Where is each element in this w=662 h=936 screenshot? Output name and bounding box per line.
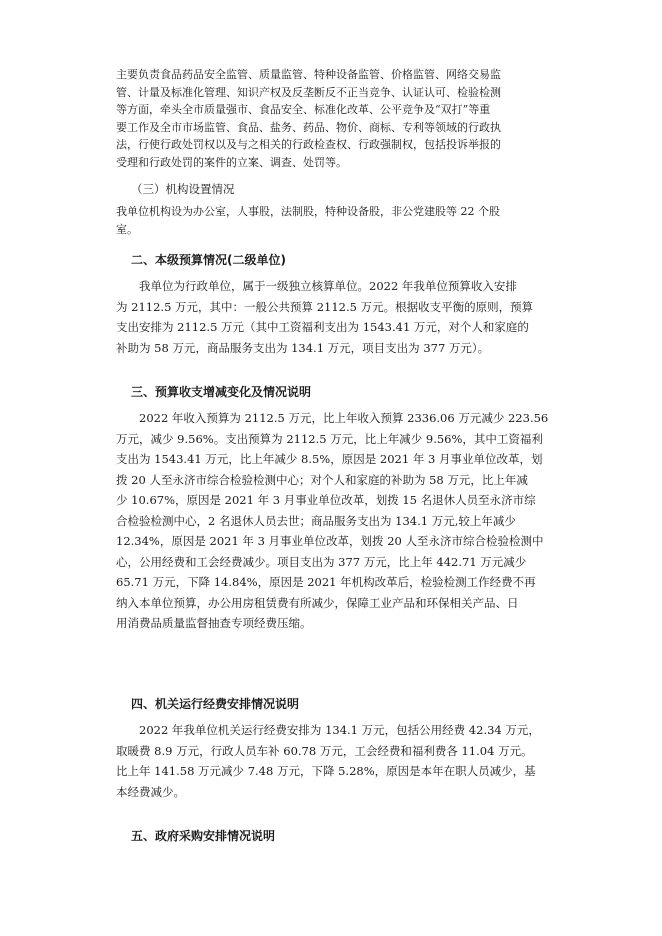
text-line: 2022 年我单位机关运行经费安排为 134.1 万元，包括公用经费 42.34 万元， <box>139 723 540 737</box>
text-line: 要工作及全市市场监管、食品、盐务、药品、物价、商标、专利等领域的行政执 <box>116 120 501 134</box>
text-line: 合检验检测中心，2 名退休人员去世；商品服务支出为 134.1 万元,较上年减少 <box>116 513 516 528</box>
text-line: 2022 年收入预算为 2112.5 万元，比上年收入预算 2336.06 万元减少 223.56 <box>139 411 549 425</box>
text-line: 为 2112.5 万元，其中：一般公共预算 2112.5 万元。根据收支平衡的原则，预算 <box>116 299 534 314</box>
section3-title: 三、预算收支增减变化及情况说明 <box>131 385 312 399</box>
subsection3-body <box>116 203 564 238</box>
text-line: 12.34%，原因是 2021 年 3 月事业单位改革，划拨 20 人至永济市综合检验检测中 <box>116 534 544 548</box>
text-line: 受理和行政处罚的案件的立案、调查、处罚等。 <box>116 155 347 169</box>
text-line: 本经费减少。 <box>116 784 185 799</box>
section2-title: 二、本级预算情况(二级单位) <box>131 253 286 267</box>
text-line: 我单位为行政单位，属于一级独立核算单位。2022 年我单位预算收入安排 <box>139 279 517 293</box>
text-line: 65.71 万元，下降 14.84%，原因是 2021 年机构改革后，检验检测工作经费不再 <box>116 575 536 589</box>
text-line: 主要负责食品药品安全监管、质量监管、特种设备监管、价格监管、网络交易监 <box>116 68 501 81</box>
section2-body <box>116 276 562 358</box>
text-line: 等方面，牵头全市质量强市、食品安全、标准化改革、公平竞争及“双打”等重 <box>116 103 491 116</box>
text-line: 拨 20 人至永济市综合检验检测中心；对个人和家庭的补助为 58 万元，比上年减 <box>116 472 528 487</box>
text-line: 支出安排为 2112.5 万元（其中工资福利支出为 1543.41 万元，对个人和家庭的 <box>116 320 529 334</box>
section3-body <box>116 408 562 634</box>
text-line: 比上年 141.58 万元减少 7.48 万元，下降 5.28%，原因是本年在职人员减少，基 <box>116 764 536 778</box>
text-line: 室。 <box>116 222 138 236</box>
text-line: 法，行使行政处罚权以及与之相关的行政检查权、行政强制权，包括投诉举报的 <box>116 138 501 151</box>
text-line: 心，公用经费和工会经费减少。项目支出为 377 万元，比上年 442.71 万元减少 <box>116 554 527 569</box>
text-line: 纳入本单位预算，办公用房租赁费有所减少，保障工业产品和环保相关产品、日 <box>116 595 519 610</box>
text-line: 万元，减少 9.56%。支出预算为 2112.5 万元，比上年减少 9.56%，其中工资福利 <box>116 431 543 446</box>
text-line: 少 10.67%，原因是 2021 年 3 月事业单位改革，划拨 15 名退休人员至永济市综 <box>116 493 536 507</box>
subsection3-title: （三）机构设置情况 <box>131 182 235 196</box>
section4-body <box>116 720 562 802</box>
section4-title: 四、机关运行经费安排情况说明 <box>131 697 300 711</box>
text-line: 补助为 58 万元，商品服务支出为 134.1 万元，项目支出为 377 万元）。 <box>116 340 490 355</box>
text-line: 管、计量及标准化管理、知识产权及反垄断反不正当竞争、认证认可、检验检测 <box>116 85 501 99</box>
section5-title: 五、政府采购安排情况说明 <box>131 829 276 843</box>
text-line: 取暖费 8.9 万元，行政人员车补 60.78 万元，工会经费和福利费各 11.04 万元。 <box>116 743 533 758</box>
text-line: 支出为 1543.41 万元，比上年减少 8.5%，原因是 2021 年 3 月事业单位改革，划 <box>116 452 543 466</box>
text-line: 用消费品质量监督抽查专项经费压缩。 <box>116 616 312 630</box>
text-line: 我单位机构设为办公室，人事股，法制股，特种设备股，非公党建股等 22 个股 <box>116 205 500 218</box>
section1-body <box>116 66 564 171</box>
